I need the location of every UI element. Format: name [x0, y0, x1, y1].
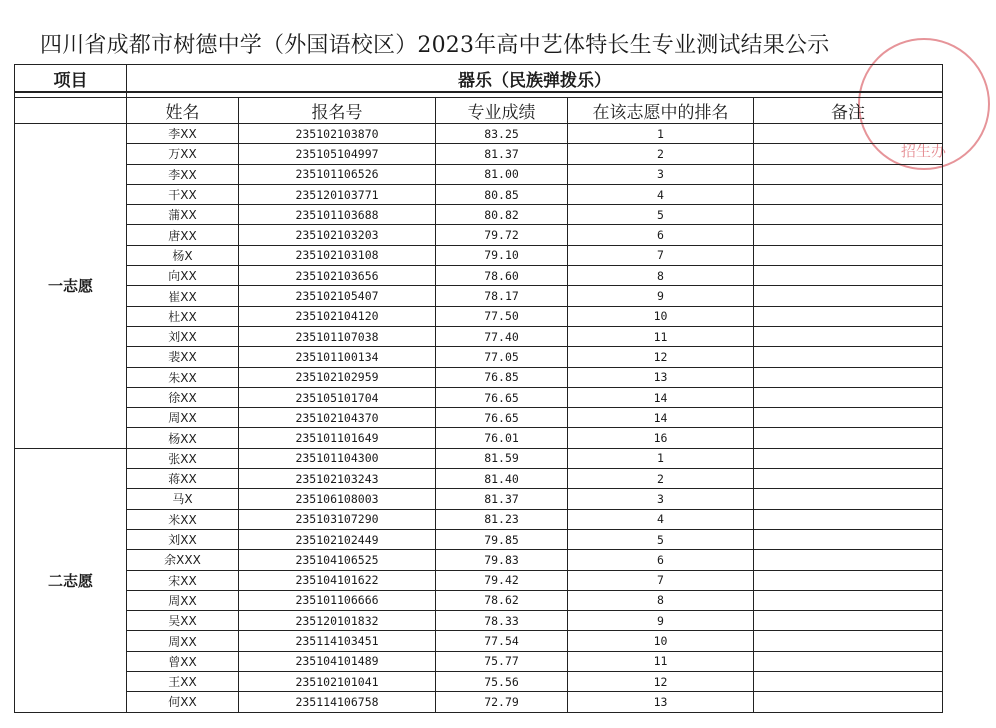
rank-in-choice: 1 [568, 448, 754, 468]
registration-number: 235102102959 [239, 367, 436, 387]
student-name: 何XX [127, 692, 239, 712]
rank-in-choice: 7 [568, 245, 754, 265]
registration-number: 235105104997 [239, 144, 436, 164]
student-name: 刘XX [127, 326, 239, 346]
registration-number: 235102103203 [239, 225, 436, 245]
category-header: 器乐（民族弹拨乐） [127, 65, 943, 93]
remarks [754, 387, 943, 407]
remarks [754, 651, 943, 671]
rank-in-choice: 6 [568, 225, 754, 245]
column-header-reg-no: 报名号 [239, 98, 436, 124]
registration-number: 235102105407 [239, 286, 436, 306]
student-name: 崔XX [127, 286, 239, 306]
rank-in-choice: 10 [568, 631, 754, 651]
registration-number: 235114106758 [239, 692, 436, 712]
professional-score: 78.33 [436, 611, 568, 631]
registration-number: 235102103870 [239, 124, 436, 144]
student-name: 张XX [127, 448, 239, 468]
table-row [15, 529, 943, 549]
student-name: 蒋XX [127, 469, 239, 489]
student-name: 曾XX [127, 651, 239, 671]
student-name: 王XX [127, 672, 239, 692]
registration-number: 235114103451 [239, 631, 436, 651]
student-name: 徐XX [127, 387, 239, 407]
remarks [754, 367, 943, 387]
remarks [754, 631, 943, 651]
professional-score: 79.83 [436, 550, 568, 570]
professional-score: 79.72 [436, 225, 568, 245]
remarks [754, 347, 943, 367]
remarks [754, 306, 943, 326]
registration-number: 235120103771 [239, 184, 436, 204]
table-row [15, 631, 943, 651]
registration-number: 235102103656 [239, 266, 436, 286]
rank-in-choice: 8 [568, 590, 754, 610]
remarks [754, 245, 943, 265]
registration-number: 235102104370 [239, 408, 436, 428]
rank-in-choice: 4 [568, 184, 754, 204]
rank-in-choice: 9 [568, 286, 754, 306]
remarks [754, 184, 943, 204]
professional-score: 77.40 [436, 326, 568, 346]
professional-score: 81.00 [436, 164, 568, 184]
professional-score: 76.01 [436, 428, 568, 448]
table-row [15, 286, 943, 306]
registration-number: 235101100134 [239, 347, 436, 367]
student-name: 杨X [127, 245, 239, 265]
column-header-score: 专业成绩 [436, 98, 568, 124]
registration-number: 235120101832 [239, 611, 436, 631]
remarks [754, 529, 943, 549]
student-name: 朱XX [127, 367, 239, 387]
professional-score: 77.54 [436, 631, 568, 651]
registration-number: 235101104300 [239, 448, 436, 468]
table-row [15, 205, 943, 225]
project-header: 项目 [15, 65, 127, 93]
rank-in-choice: 5 [568, 529, 754, 549]
column-header-remarks: 备注 [754, 98, 943, 124]
table-row [15, 448, 943, 468]
rank-in-choice: 13 [568, 367, 754, 387]
table-row [15, 692, 943, 712]
remarks [754, 124, 943, 144]
registration-number: 235103107290 [239, 509, 436, 529]
table-row [15, 124, 943, 144]
table-row [15, 469, 943, 489]
rank-in-choice: 3 [568, 489, 754, 509]
table-row [15, 144, 943, 164]
student-name: 周XX [127, 631, 239, 651]
professional-score: 78.62 [436, 590, 568, 610]
professional-score: 77.05 [436, 347, 568, 367]
table-row [15, 408, 943, 428]
column-header-name: 姓名 [127, 98, 239, 124]
table-row [15, 590, 943, 610]
remarks [754, 225, 943, 245]
student-name: 米XX [127, 509, 239, 529]
rank-in-choice: 12 [568, 672, 754, 692]
column-header-rank: 在该志愿中的排名 [568, 98, 754, 124]
table-row [15, 489, 943, 509]
registration-number: 235104101622 [239, 570, 436, 590]
student-name: 唐XX [127, 225, 239, 245]
professional-score: 81.37 [436, 489, 568, 509]
remarks [754, 590, 943, 610]
rank-in-choice: 5 [568, 205, 754, 225]
table-row [15, 672, 943, 692]
professional-score: 75.56 [436, 672, 568, 692]
rank-in-choice: 6 [568, 550, 754, 570]
professional-score: 81.40 [436, 469, 568, 489]
registration-number: 235101107038 [239, 326, 436, 346]
rank-in-choice: 11 [568, 651, 754, 671]
student-name: 李XX [127, 164, 239, 184]
rank-in-choice: 14 [568, 408, 754, 428]
rank-in-choice: 8 [568, 266, 754, 286]
rank-in-choice: 12 [568, 347, 754, 367]
professional-score: 75.77 [436, 651, 568, 671]
rank-in-choice: 2 [568, 469, 754, 489]
remarks [754, 489, 943, 509]
remarks [754, 448, 943, 468]
student-name: 余XXX [127, 550, 239, 570]
student-name: 周XX [127, 590, 239, 610]
table-row [15, 347, 943, 367]
professional-score: 78.17 [436, 286, 568, 306]
column-header-row [15, 98, 943, 124]
table-row [15, 570, 943, 590]
page-title: 四川省成都市树德中学（外国语校区）2023年高中艺体特长生专业测试结果公示 [40, 33, 830, 58]
student-name: 李XX [127, 124, 239, 144]
professional-score: 79.85 [436, 529, 568, 549]
professional-score: 80.82 [436, 205, 568, 225]
table-row [15, 509, 943, 529]
rank-in-choice: 7 [568, 570, 754, 590]
professional-score: 80.85 [436, 184, 568, 204]
professional-score: 83.25 [436, 124, 568, 144]
remarks [754, 408, 943, 428]
remarks [754, 164, 943, 184]
student-name: 杜XX [127, 306, 239, 326]
professional-score: 72.79 [436, 692, 568, 712]
table-row [15, 550, 943, 570]
registration-number: 235104106525 [239, 550, 436, 570]
remarks [754, 266, 943, 286]
student-name: 周XX [127, 408, 239, 428]
table-row [15, 326, 943, 346]
rank-in-choice: 13 [568, 692, 754, 712]
table-body [15, 124, 943, 713]
student-name: 万XX [127, 144, 239, 164]
group-label: 一志愿 [15, 124, 127, 449]
table-row [15, 164, 943, 184]
table-row [15, 225, 943, 245]
table-row [15, 306, 943, 326]
remarks [754, 570, 943, 590]
rank-in-choice: 4 [568, 509, 754, 529]
remarks [754, 509, 943, 529]
remarks [754, 286, 943, 306]
registration-number: 235101103688 [239, 205, 436, 225]
student-name: 马X [127, 489, 239, 509]
table-row [15, 387, 943, 407]
student-name: 蒲XX [127, 205, 239, 225]
registration-number: 235101101649 [239, 428, 436, 448]
student-name: 宋XX [127, 570, 239, 590]
registration-number: 235102104120 [239, 306, 436, 326]
student-name: 杨XX [127, 428, 239, 448]
registration-number: 235102103108 [239, 245, 436, 265]
professional-score: 78.60 [436, 266, 568, 286]
seal-text: 招生办 [901, 142, 947, 160]
rank-in-choice: 11 [568, 326, 754, 346]
registration-number: 235106108003 [239, 489, 436, 509]
registration-number: 235101106526 [239, 164, 436, 184]
professional-score: 79.10 [436, 245, 568, 265]
table-row [15, 245, 943, 265]
registration-number: 235105101704 [239, 387, 436, 407]
professional-score: 81.59 [436, 448, 568, 468]
rank-in-choice: 14 [568, 387, 754, 407]
student-name: 干XX [127, 184, 239, 204]
rank-in-choice: 9 [568, 611, 754, 631]
remarks [754, 692, 943, 712]
remarks [754, 469, 943, 489]
professional-score: 76.85 [436, 367, 568, 387]
table-row [15, 428, 943, 448]
remarks [754, 611, 943, 631]
rank-in-choice: 1 [568, 124, 754, 144]
header-row-1 [15, 65, 943, 93]
rank-in-choice: 16 [568, 428, 754, 448]
remarks [754, 550, 943, 570]
professional-score: 79.42 [436, 570, 568, 590]
table-row [15, 184, 943, 204]
group-label: 二志愿 [15, 448, 127, 712]
remarks [754, 205, 943, 225]
registration-number: 235102103243 [239, 469, 436, 489]
table-row [15, 611, 943, 631]
rank-in-choice: 10 [568, 306, 754, 326]
table-row [15, 367, 943, 387]
professional-score: 76.65 [436, 408, 568, 428]
remarks [754, 428, 943, 448]
professional-score: 77.50 [436, 306, 568, 326]
professional-score: 81.37 [436, 144, 568, 164]
student-name: 刘XX [127, 529, 239, 549]
registration-number: 235102102449 [239, 529, 436, 549]
rank-in-choice: 3 [568, 164, 754, 184]
student-name: 向XX [127, 266, 239, 286]
professional-score: 81.23 [436, 509, 568, 529]
professional-score: 76.65 [436, 387, 568, 407]
registration-number: 235101106666 [239, 590, 436, 610]
student-name: 吴XX [127, 611, 239, 631]
student-name: 裴XX [127, 347, 239, 367]
remarks [754, 672, 943, 692]
registration-number: 235104101489 [239, 651, 436, 671]
table-row [15, 266, 943, 286]
rank-in-choice: 2 [568, 144, 754, 164]
remarks [754, 326, 943, 346]
remarks [754, 144, 943, 164]
registration-number: 235102101041 [239, 672, 436, 692]
results-table [14, 64, 943, 713]
table-row [15, 651, 943, 671]
